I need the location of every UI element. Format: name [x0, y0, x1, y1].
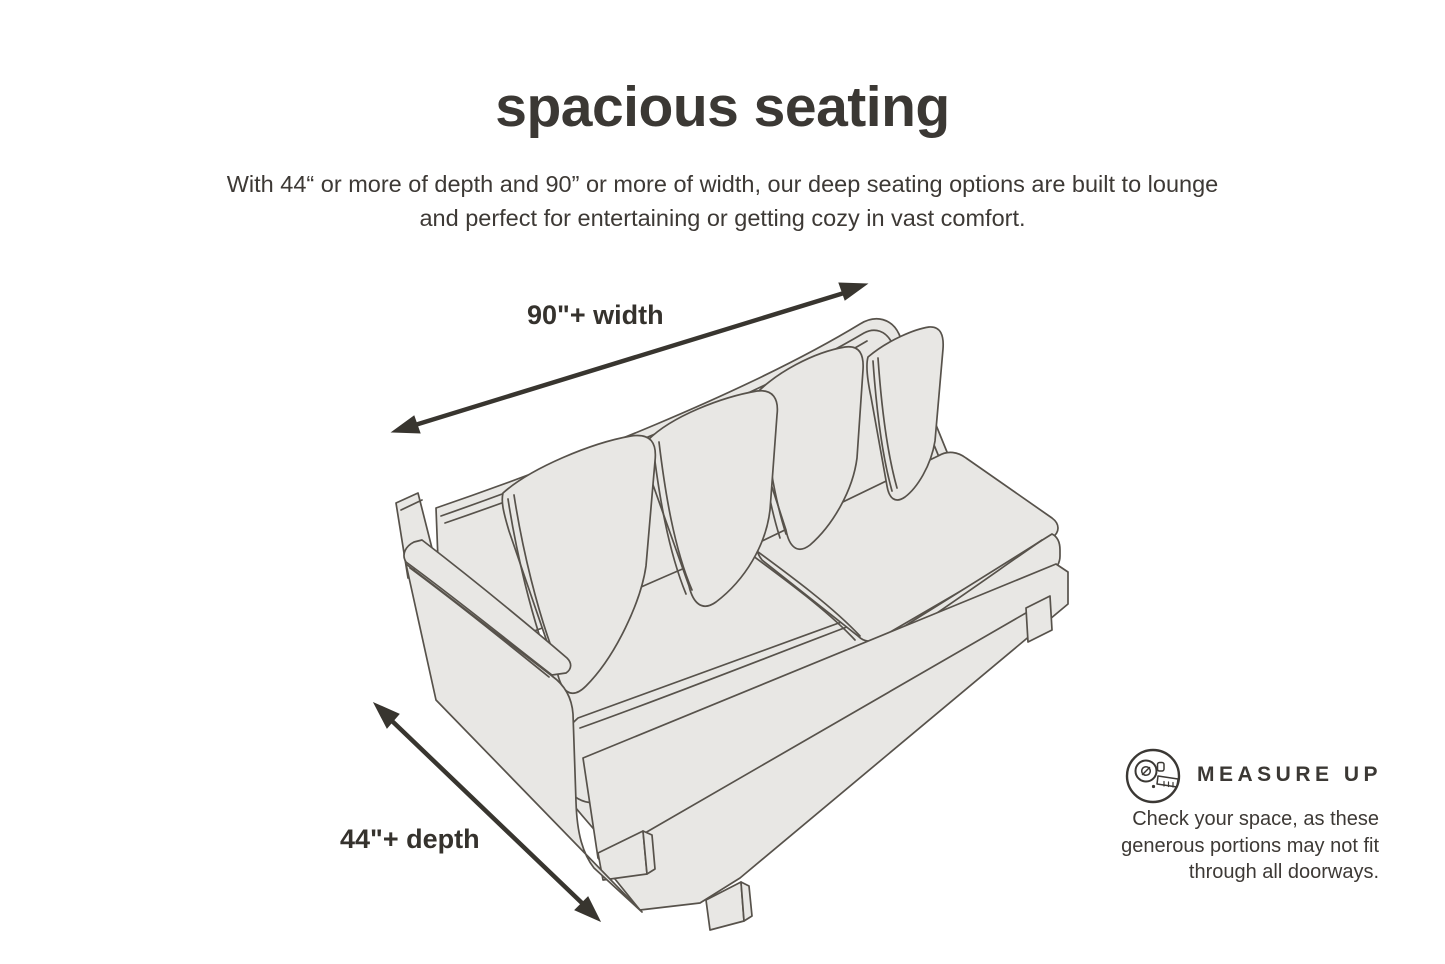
- measure-up-line-1: Check your space, as these: [1132, 808, 1379, 830]
- measure-up-line-2: generous portions may not fit: [1121, 834, 1379, 857]
- sofa-line-drawing: [396, 319, 1068, 930]
- measure-up-heading: MEASURE UP: [1197, 763, 1383, 786]
- intro-line-2: and perfect for entertaining or getting cozy in vast comfort.: [419, 205, 1026, 231]
- intro-line-1: With 44“ or more of depth and 90” or more of width, our deep seating options are built to lounge: [226, 171, 1219, 197]
- tape-measure-icon: [1127, 750, 1179, 802]
- page-title: spacious seating: [495, 75, 950, 139]
- measure-up-text: [1039, 806, 1379, 886]
- measure-up-line-3: through all doorways.: [1188, 861, 1379, 883]
- depth-dimension-label: 44"+ depth: [340, 824, 480, 854]
- width-dimension-label: 90"+ width: [527, 300, 664, 330]
